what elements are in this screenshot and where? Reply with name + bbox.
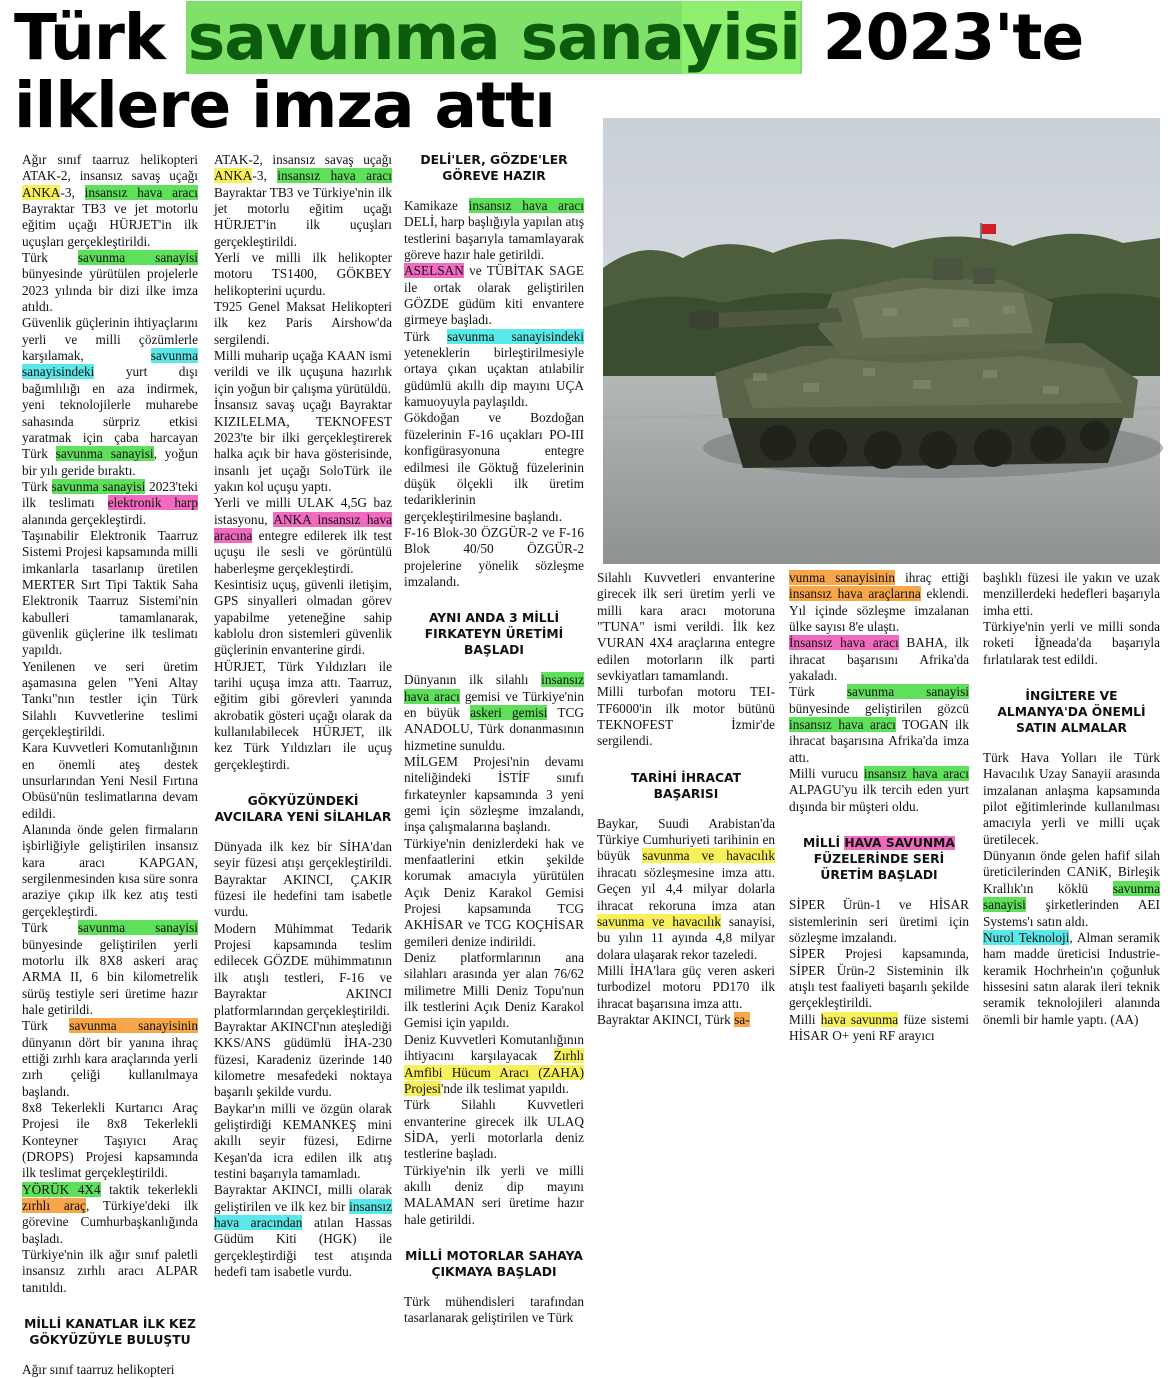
text-run: Türk xyxy=(404,328,448,344)
text-run: Bayraktar AKINCI, milli olarak geliştirilen ve ilk kez bir xyxy=(214,1182,392,1214)
text-run: ihraç ettiği xyxy=(895,570,969,585)
text-run: füze sistemi HİSAR O+ yeni RF arayıcı xyxy=(789,1011,969,1043)
highlighted-text: elektronik harp xyxy=(107,495,199,511)
text-run: Türk xyxy=(22,250,78,266)
headline-highlight xyxy=(186,1,802,74)
paragraph xyxy=(22,479,198,528)
text-run: MİLLİ xyxy=(803,836,845,851)
text-run: şirketlerinden AEI Systems'ı satın aldı. xyxy=(983,897,1160,929)
article-column-6 xyxy=(983,570,1160,1027)
paragraph: Türk Hava Yolları ile Türk Havacılık Uzay Sanayii arasında imzalanan anlaşma kapsamında pilot eğitimlerinde kullanılması amacıyla yerli ve milli uçak üretilecek. xyxy=(983,750,1160,847)
subheading: DELİ'LER, GÖZDE'LER GÖREVE HAZIR xyxy=(420,153,568,183)
paragraph: Türkiye'nin yerli ve milli sonda roketi İğneada'da başarıyla fırlatılarak test edildi. xyxy=(983,619,1160,667)
highlighted-text: savunma ve havacılık xyxy=(642,848,775,864)
paragraph xyxy=(789,1012,969,1045)
subheading: MİLLİ KANATLAR İLK KEZ GÖKYÜZÜYLE BULUŞTU xyxy=(24,1317,196,1348)
paragraph: Bayraktar AKINCI'nın ateşlediği KKS/ANS güdümlü İHA-230 füzesi, Karadeniz üzerinde 140 kilometre mesafedeki noktaya başarılı şekilde vurdu. xyxy=(214,1018,392,1100)
text-run: yeteneklerin birleştirilmesiyle ortaya çıkan uçaktan atılabilir güdümlü akıllı dip mayını UÇA kamuoyuyla paylaşıldı. xyxy=(404,345,584,410)
text-run: , Alman seramik ham madde üreticisi Industrie-keramik Hochrhein'ın çoğunluk hissesini satın alarak ileri teknik seramik teknolojileri alanında önemli bir hamle yaptı. (AA) xyxy=(983,929,1160,1027)
paragraph: İnsansız savaş uçağı Bayraktar KIZILELMA, TEKNOFEST 2023'te bir ilki gerçekleştirerek halka açık bir hava gösterisinde, insanlı jet uçağı SoloTürk ile yakın kol uçuşu yaptı. xyxy=(214,397,392,494)
paragraph xyxy=(404,198,584,263)
highlighted-text: savunma sanayisi xyxy=(77,250,198,266)
text-run: Türk xyxy=(14,1,186,74)
highlighted-text: Zırhlı Amfibi Hücum Aracı (ZAHA) Projesi xyxy=(404,1048,584,1096)
paragraph xyxy=(597,816,775,963)
paragraph xyxy=(404,1032,584,1097)
paragraph: SİPER Ürün-1 ve HİSAR sistemlerinin seri üretimi için sözleşme imzalandı. xyxy=(789,897,969,945)
text-run: Türk xyxy=(22,478,52,494)
text-run: ATAK-2, insansız savaş uçağı xyxy=(214,152,392,167)
paragraph xyxy=(789,570,969,635)
highlighted-text: insansız hava aracı xyxy=(404,672,584,704)
paragraph: Dünyada ilk kez bir SİHA'dan seyir füzesi atışı gerçekleştirildi. Bayraktar AKINCI, ÇAKIR füzesi ile hedefini tam isabetle vurdu. xyxy=(214,839,392,920)
highlighted-text: Nurol Teknoloji xyxy=(983,929,1070,945)
text-run: Milli vurucu xyxy=(789,766,864,782)
headline-line2: ilklere imza attı xyxy=(14,69,555,142)
text-run: eklendi. Yıl içinde sözleşme imzalanan ülke sayısı 8'e ulaştı. xyxy=(789,586,969,635)
highlighted-text: insansız hava aracı xyxy=(789,717,896,733)
paragraph xyxy=(597,1012,775,1028)
article-column-5 xyxy=(789,570,969,1043)
text-run: 'nde ilk teslimat yapıldı. xyxy=(440,1080,569,1096)
paragraph xyxy=(789,766,969,815)
paragraph: F-16 Blok-30 ÖZGÜR-2 ve F-16 Blok 40/50 ÖZGÜR-2 projelerine yönelik sözleşme imzalandı. xyxy=(404,524,584,589)
text-run xyxy=(500,1,521,74)
text-run: BAHA, ilk ihracat başarısını Afrika'da yakaladı. xyxy=(789,635,969,684)
text-run: TOGAN ilk ihracat başarısına Afrika'da imza attı. xyxy=(789,717,969,765)
paragraph xyxy=(22,152,198,250)
text-run: DELİ, harp başlığıyla yapılan atış testlerini başarıyla tamamlayarak göreve hazır hale getirildi. xyxy=(404,214,584,263)
highlighted-text: hava savunma xyxy=(820,1011,899,1027)
paragraph xyxy=(404,672,584,754)
highlighted-text: savunma sanayisindeki xyxy=(447,328,584,344)
article-column-1 xyxy=(22,152,199,1378)
text-run: ve TÜBİTAK SAGE ile ortak olarak geliştirilen GÖZDE güdüm kiti envantere girmeye başladı. xyxy=(404,263,584,328)
text-run: TCG ANADOLU, Türk donanmasının hizmetine sunuldu. xyxy=(404,704,584,753)
paragraph: Deniz platformlarının ana silahları arasında yer alan 76/62 milimetre Milli Deniz Topu'nun ilk testlerini Açık Deniz Karakol Gemisi için yapıldı. xyxy=(404,950,584,1031)
paragraph: başlıklı füzesi ile yakın ve uzak menzillerdeki hedefleri başarıyla imha etti. xyxy=(983,570,1160,618)
paragraph: Kesintisiz uçuş, güvenli iletişim, GPS sinyalleri olmadan görev yapabilme yeteneğine sahip kablolu dron sistemleri güvenlik güçlerinin envanterine girdi. xyxy=(214,576,392,658)
highlighted-text: insansız hava aracı xyxy=(277,168,392,184)
highlighted-text: sa- xyxy=(734,1011,750,1027)
text-run: taktik tekerlekli xyxy=(100,1181,198,1197)
text-run: savunma xyxy=(187,1,500,74)
paragraph: Baykar'ın milli ve özgün olarak geliştirdiği KEMANKEŞ mini akıllı seyir füzesi, Edirne Keşan'da icra edilen ilk atış testini başarıyla tamamladı. xyxy=(214,1100,392,1181)
article-column-4 xyxy=(597,570,775,1027)
paragraph xyxy=(214,152,392,250)
text-run: Dünyanın ilk silahlı xyxy=(404,672,542,688)
text-run: Türk xyxy=(22,1018,70,1034)
text-run: sana xyxy=(520,1,683,74)
highlighted-text: insansız hava aracından xyxy=(214,1198,392,1230)
text-run: Türk xyxy=(22,920,78,936)
text-run: ihracatı sözleşmesine imza attı. Geçen yıl 4,4 milyar dolarla ihracat rekoruna imza atan xyxy=(597,864,775,913)
highlighted-text: vunma sanayisinin xyxy=(789,570,896,585)
text-run: Dünyanın önde gelen hafif silah üreticilerinden CANiK, Birleşik Krallık'ın köklü xyxy=(983,848,1160,896)
article-column-3 xyxy=(404,152,584,1326)
text-run: bünyesinde geliştirilen gözcü xyxy=(789,700,969,716)
text-run: entegre edilerek ilk test uçuşu ile sesli ve görüntülü haberleşme gerçekleştirdi. xyxy=(214,527,392,576)
paragraph xyxy=(22,1182,198,1247)
text-run: , yoğun bir yılı geride bıraktı. xyxy=(22,446,198,478)
highlighted-text: yisi xyxy=(682,1,800,74)
paragraph xyxy=(789,684,969,766)
paragraph: T925 Genel Maksat Helikopteri ilk kez Paris Airshow'da sergilendi. xyxy=(214,299,392,347)
text-run: Deniz Kuvvetleri Komutanlığının ihtiyacını karşılayacak xyxy=(404,1031,584,1064)
highlighted-text: savunma sanayisinin xyxy=(69,1018,198,1034)
subheading xyxy=(789,835,969,883)
highlighted-text: savunma sanayisi xyxy=(983,880,1160,913)
paragraph: Türk mühendisleri tarafından tasarlanarak geliştirilen ve Türk xyxy=(404,1293,584,1326)
paragraph: HÜRJET, Türk Yıldızları ile tarihi uçuşa imza attı. Taarruz, eğitim gibi görevleri yanında akrobatik gösteri uçağı olarak da kullanılabilecek HÜRJET, ilk kez Türk Yıldızları ile uçuş gerçekleştirdi. xyxy=(214,658,392,772)
text-run: bünyesinde geliştirilen yerli motorlu ilk 8X8 askeri araç ARMA II, 6 bin kilometrelik sürüş testiyle seri üretime hazır hale getirildi. xyxy=(22,936,198,1017)
text-run: FÜZELERİNDE SERİ ÜRETİM BAŞLADI xyxy=(813,852,945,883)
text-run: Yerli ve milli ULAK 4,5G baz istasyonu, xyxy=(214,495,392,527)
highlighted-text: insansız hava aracı xyxy=(863,766,969,782)
paragraph: Milli İHA'lara güç veren askeri turbodizel motoru PD170 ilk ihracat başarısına imza attı. xyxy=(597,962,775,1011)
text-run: Bayraktar TB3 ve jet motorlu eğitim uçağı HÜRJET'in ilk uçuşları gerçekleştirildi. xyxy=(22,201,198,249)
turkish-flag xyxy=(982,224,996,234)
paragraph xyxy=(22,920,198,1018)
subheading: MİLLİ MOTORLAR SAHAYA ÇIKMAYA BAŞLADI xyxy=(405,1248,583,1279)
paragraph: Yenilenen ve seri üretim aşamasına gelen "Yeni Altay Tankı"nın testler için Türk Silahlı Kuvvetlerine teslimi gerçekleştirildi. xyxy=(22,658,198,740)
headline-line1 xyxy=(14,1,1083,74)
paragraph: Ağır sınıf taarruz helikopteri xyxy=(22,1362,175,1378)
paragraph: Gökdoğan ve Bozdoğan füzelerinin F-16 uçakları PO-III konfigürasyonuna entegre edilmesi ile Göktuğ füzelerinin düşük ölçekli ilk üretim tedariklerinin gerçekleştirilmesine başlandı. xyxy=(404,410,584,524)
highlighted-text: İnsansız hava aracı xyxy=(789,635,899,651)
paragraph: SİPER Projesi kapsamında, SİPER Ürün-2 Sisteminin ilk atışlı test faaliyeti başarılı şekilde gerçekleştirildi. xyxy=(789,946,969,1011)
paragraph: Türkiye'nin ilk yerli ve milli akıllı deniz dip mayını MALAMAN seri üretime hazır hale getirildi. xyxy=(404,1162,584,1227)
highlighted-text: ANKA xyxy=(214,168,253,184)
paragraph: Kara Kuvvetleri Komutanlığının en önemli ateş destek unsurlarından Yeni Nesil Fırtına Obüsü'nün teslimatlarına devam edildi. xyxy=(22,740,198,821)
paragraph: Türk Silahlı Kuvvetleri envanterine girecek ilk ULAQ SİDA, yerli motorlarla deniz testlerine başladı. xyxy=(404,1097,584,1162)
text-run: Kamikaze xyxy=(404,198,469,213)
text-run: yurt dışı bağımlılığı en aza indirmek, yeni teknolojilerle muharebe sahasında sürpriz etkisi yaratmak için çaba harcayan Türk xyxy=(22,364,198,462)
text-run: -3, xyxy=(252,168,278,184)
highlighted-text: insansız hava araçlarına xyxy=(789,586,921,602)
paragraph xyxy=(404,263,584,328)
highlighted-text: ANKA insansız hava aracına xyxy=(214,511,392,543)
text-run: atılan Hassas Güdüm Kiti (HGK) ile gerçekleştirdiği test atışında hedefi tam isabetle vurdu. xyxy=(214,1214,392,1279)
highlighted-text: ASELSAN xyxy=(404,263,464,279)
highlighted-text: savunma sanayisindeki xyxy=(22,348,198,380)
paragraph xyxy=(214,495,392,577)
paragraph xyxy=(983,930,1160,1028)
text-run: alanında gerçekleştirdi. xyxy=(22,511,147,527)
subheading: İNGİLTERE VE ALMANYA'DA ÖNEMLİ SATIN ALMALAR xyxy=(997,689,1146,736)
paragraph xyxy=(983,848,1160,930)
text-run: Güvenlik güçlerinin ihtiyaçlarını yerli ve milli çözümlerle karşılamak, xyxy=(22,315,198,364)
highlighted-text: ANKA xyxy=(22,184,61,200)
text-run: Bayraktar AKINCI, Türk xyxy=(597,1011,735,1027)
text-run: 2023'teki ilk teslimatı xyxy=(22,478,198,511)
paragraph xyxy=(22,1018,198,1100)
highlighted-text: insansız hava aracı xyxy=(84,184,198,200)
text-run: 2023'te xyxy=(801,1,1084,74)
paragraph xyxy=(214,1182,392,1280)
paragraph: 8x8 Tekerlekli Kurtarıcı Araç Projesi ile 8x8 Tekerlekli Konteyner Taşıyıcı Araç (DROPS) Projesi kapsamında ilk teslimat gerçekleştirildi. xyxy=(22,1099,198,1181)
paragraph xyxy=(789,635,969,684)
paragraph: Silahlı Kuvvetleri envanterine girecek ilk seri üretim yerli ve milli kara aracı motoruna "TUNA" ismi verildi. İlk kez VURAN 4X4 araçlarına entegre edilen motorların ilk parti sevkiyatları tamamlandı. xyxy=(597,570,775,684)
highlighted-text: HAVA SAVUNMA xyxy=(844,836,955,851)
paragraph xyxy=(22,315,198,478)
highlighted-text: zırhlı araç xyxy=(22,1198,86,1213)
paragraph: Alanında önde gelen firmaların işbirliğiyle geliştirilen insansız kara aracı KAPGAN, sergilenmesinden kısa süre sonra araziye çıkıp ilk kez atış testi gerçekleştirdi. xyxy=(22,822,198,919)
highlighted-text: savunma sanayisi xyxy=(55,446,154,462)
highlighted-text: insansız hava aracı xyxy=(468,198,584,213)
highlighted-text: savunma sanayisi xyxy=(51,478,146,494)
highlighted-text: savunma sanayisi xyxy=(846,684,969,700)
paragraph: Türkiye'nin ilk ağır sınıf paletli insansız zırhlı aracı ALPAR tanıtıldı. xyxy=(22,1247,198,1295)
paragraph: Taşınabilir Elektronik Taarruz Sistemi Projesi kapsamında milli imkanlarla tasarlanıp üretilen MERTER Sırt Tipi Taktik Saha Elektronik Taarruz Sistemi'nin kabulleri tamamlanarak, güvenlik güçlerine ilk teslimatı yapıldı. xyxy=(22,527,198,658)
text-run: Ağır sınıf taarruz helikopteri ATAK-2, insansız savaş uçağı xyxy=(22,152,198,184)
text-run: dünyanın dört bir yanına ihraç ettiği zırhlı kara araçlarında yerli zırh çeliği kullanılmaya başlandı. xyxy=(22,1034,198,1099)
paragraph: MİLGEM Projesi'nin devamı niteliğindeki İSTİF sınıfı fırkateynler kapsamında 3 yeni gemi için sözleşme imzalandı, inşa çalışmalarına başlandı. xyxy=(404,753,584,835)
paragraph: Modern Mühimmat Tedarik Projesi kapsamında teslim edilecek GÖZDE mühimmatının ilk atışlı testleri, F-16 ve Bayraktar AKINCI platformlarından gerçekleştirildi. xyxy=(214,920,392,1018)
paragraph xyxy=(404,329,584,411)
highlighted-text: savunma sanayisi xyxy=(77,920,198,936)
text-run: gemisi ve Türkiye'nin en büyük xyxy=(404,688,584,720)
subheading: GÖKYÜZÜNDEKİ AVCILARA YENİ SİLAHLAR xyxy=(214,794,392,825)
text-run: Bayraktar TB3 ve Türkiye'nin ilk jet motorlu eğitim uçağı HÜRJET'in ilk uçuşları gerçekleştirildi. xyxy=(214,184,392,249)
paragraph: Türkiye'nin denizlerdeki hak ve menfaatlerini etkin şekilde korumak amacıyla yürütülen Açık Deniz Karakol Gemisi Projesi kapsamında TCG AKHİSAR ve TCG KOÇHİSAR gemileri denize indirildi. xyxy=(404,835,584,949)
paragraph: Milli muharip uçağa KAAN ismi verildi ve ilk uçuşuna hazırlık için yoğun bir çalışma yürütüldü. xyxy=(214,348,392,396)
paragraph: Milli turbofan motoru TEI-TF6000'in ilk motor bütünü TEKNOFEST İzmir'de sergilendi. xyxy=(597,684,775,749)
highlighted-text: YÖRÜK 4X4 xyxy=(22,1181,101,1197)
article-column-2 xyxy=(214,152,392,1279)
text-run: Türk xyxy=(789,684,847,700)
paragraph: Yerli ve milli ilk helikopter motoru TS1400, GÖKBEY helikopterini uçurdu. xyxy=(214,250,392,298)
text-run: sanayisi, bu yılın 11 ayında 4,8 milyar dolara ulaşarak rekor tazeledi. xyxy=(597,913,775,962)
text-run: Baykar, Suudi Arabistan'da Türkiye Cumhuriyeti tarihinin en büyük xyxy=(597,815,775,864)
paragraph xyxy=(22,250,198,315)
highlighted-text: savunma ve havacılık xyxy=(597,913,722,929)
text-run: Milli xyxy=(789,1011,821,1027)
text-run: ALPAGU'yu ilk tercih eden yurt dışında bir müşteri oldu. xyxy=(789,782,969,814)
text-run: bünyesinde yürütülen projelerle 2023 yılında bir dizi ilke imza atıldı. xyxy=(22,266,198,315)
tank-photo xyxy=(603,118,1160,564)
subheading: AYNI ANDA 3 MİLLİ FIRKATEYN ÜRETİMİ BAŞLADI xyxy=(424,611,564,658)
tank-illustration xyxy=(603,118,1160,564)
subheading: TARİHİ İHRACAT BAŞARISI xyxy=(631,770,741,801)
text-run: , Türkiye'deki ilk görevine Cumhurbaşkanlığında başladı. xyxy=(22,1198,198,1246)
text-run: -3, xyxy=(60,184,85,200)
highlighted-text: askeri gemisi xyxy=(470,704,548,720)
